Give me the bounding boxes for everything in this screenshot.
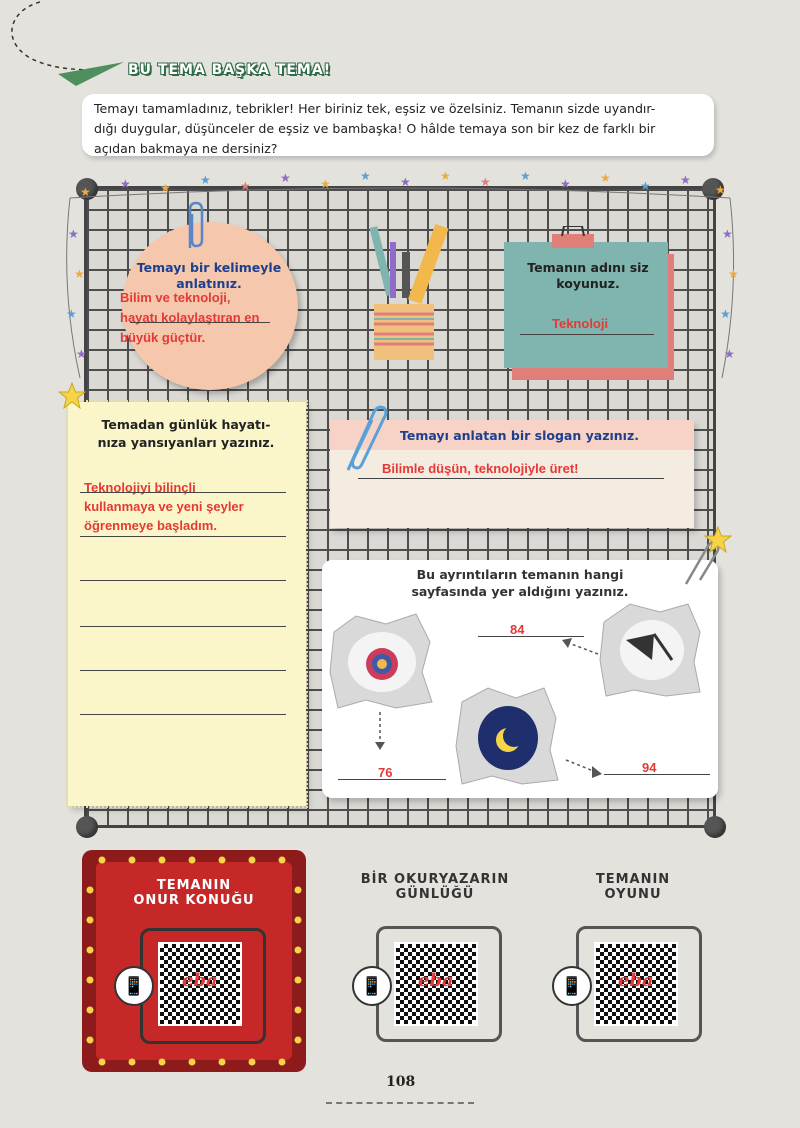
phone-scan-icon: 📱	[552, 966, 592, 1006]
svg-text:★: ★	[600, 171, 611, 185]
svg-text:★: ★	[728, 267, 739, 281]
svg-text:★: ★	[80, 185, 91, 199]
svg-text:★: ★	[360, 169, 371, 183]
answer-line: öğrenmeye başladım.	[84, 518, 217, 533]
answer-line: hayatı kolaylaştıran en	[120, 310, 260, 325]
svg-text:★: ★	[200, 173, 211, 187]
intro-line: Temayı tamamladınız, tebrikler! Her biriniz tek, eşsiz ve özelsiniz. Temanın sizde uyandır-	[94, 101, 656, 116]
answer-line-blank	[80, 492, 286, 493]
slogan-answer: Bilimle düşün, teknolojiyle üret!	[382, 461, 579, 476]
daily-note-prompt	[76, 416, 296, 452]
pencil-cup-icon	[362, 222, 452, 362]
section-title: BU TEMA BAŞKA TEMA!	[128, 62, 332, 78]
name-note-prompt	[508, 260, 668, 292]
eba-logo: eba	[418, 970, 454, 991]
literate-diary-title	[340, 872, 530, 902]
dashed-arrow	[564, 756, 604, 778]
torn-paper-moon-image	[452, 684, 562, 788]
star-icon	[704, 526, 732, 554]
dashed-arrow	[560, 636, 600, 658]
answer-line: kullanmaya ve yeni şeyler	[84, 499, 244, 514]
prompt-line: Temayı bir kelimeyle	[136, 260, 282, 275]
name-note-answer: Teknoloji	[552, 316, 609, 331]
prompt-line: nıza yansıyanları yazınız.	[97, 435, 275, 450]
answer-line-blank	[80, 670, 286, 671]
prompt-line: anlatınız.	[176, 276, 242, 291]
page-number: 108	[386, 1074, 416, 1090]
intro-line: dığı duygular, düşünceler de eşsiz ve bambaşka! O hâlde temaya son bir kez de farklı bir	[94, 121, 656, 136]
eba-logo: eba	[182, 970, 218, 991]
title-line: ONUR KONUĞU	[133, 893, 255, 908]
dashed-arrow	[370, 712, 390, 752]
svg-text:★: ★	[240, 179, 251, 193]
prompt-line: Bu ayrıntıların temanın hangi	[416, 567, 624, 582]
guest-of-honor-title	[96, 878, 292, 908]
daily-note-answer	[84, 478, 296, 535]
paper-clip-icon	[338, 404, 388, 474]
board-screw	[76, 816, 98, 838]
answer-underline	[130, 322, 270, 323]
answer-line: Bilim ve teknoloji,	[120, 290, 231, 305]
svg-text:★: ★	[640, 179, 651, 193]
eba-logo: eba	[618, 970, 654, 991]
star-icon	[58, 382, 86, 410]
prompt-line: sayfasında yer aldığını yazınız.	[411, 584, 629, 599]
page-quiz-prompt	[400, 566, 640, 600]
answer-line-blank	[80, 536, 286, 537]
svg-text:★: ★	[480, 175, 491, 189]
board-screw	[704, 816, 726, 838]
page-answer-76: 76	[378, 765, 393, 780]
title-line: OYUNU	[604, 887, 662, 902]
answer-line: Teknolojiyi bilinçli	[84, 480, 196, 495]
svg-text:★: ★	[720, 307, 731, 321]
svg-text:★: ★	[66, 307, 77, 321]
title-line: TEMANIN	[156, 878, 232, 893]
torn-paper-spiral-image	[326, 612, 436, 712]
daily-life-note	[68, 402, 306, 806]
svg-text:★: ★	[120, 177, 131, 191]
title-line: BİR OKURYAZARIN	[360, 872, 510, 887]
svg-text:★: ★	[680, 173, 691, 187]
prompt-line: Temadan günlük hayatı-	[101, 417, 271, 432]
theme-game-title	[578, 872, 688, 902]
svg-text:★: ★	[560, 177, 571, 191]
svg-text:★: ★	[722, 227, 733, 241]
svg-text:★: ★	[440, 169, 451, 183]
svg-text:★: ★	[320, 177, 331, 191]
circle-note-answer	[120, 288, 290, 348]
torn-paper-lamp-image	[596, 600, 706, 700]
answer-underline	[338, 779, 446, 780]
answer-underline	[358, 478, 664, 479]
answer-line-blank	[80, 714, 286, 715]
title-line: TEMANIN	[595, 872, 671, 887]
slogan-prompt: Temayı anlatan bir slogan yazınız.	[400, 428, 639, 443]
page-answer-84: 84	[510, 622, 525, 637]
svg-text:★: ★	[68, 227, 79, 241]
svg-text:★: ★	[74, 267, 85, 281]
intro-text-box	[82, 94, 714, 156]
footer-dashed-line	[326, 1102, 474, 1104]
paper-clip-icon	[182, 200, 208, 252]
svg-text:★: ★	[76, 347, 87, 361]
answer-line-blank	[80, 626, 286, 627]
svg-text:★: ★	[400, 175, 411, 189]
title-line: GÜNLÜĞÜ	[395, 887, 475, 902]
answer-underline	[478, 636, 584, 637]
answer-line-blank	[80, 580, 286, 581]
phone-scan-icon: 📱	[352, 966, 392, 1006]
binder-clip-icon	[548, 226, 598, 254]
prompt-line: Temanın adını siz	[527, 260, 649, 275]
intro-line: açıdan bakmaya ne dersiniz?	[94, 141, 278, 156]
svg-text:★: ★	[520, 169, 531, 183]
answer-line: büyük güçtür.	[120, 330, 206, 345]
answer-underline	[604, 774, 710, 775]
svg-text:★: ★	[715, 183, 726, 197]
svg-text:★: ★	[724, 347, 735, 361]
svg-text:★: ★	[160, 181, 171, 195]
answer-underline	[520, 334, 654, 335]
paper-plane-icon	[56, 52, 126, 88]
phone-scan-icon: 📱	[114, 966, 154, 1006]
svg-text:★: ★	[280, 171, 291, 185]
prompt-line: koyunuz.	[556, 276, 620, 291]
page-answer-94: 94	[642, 760, 657, 775]
